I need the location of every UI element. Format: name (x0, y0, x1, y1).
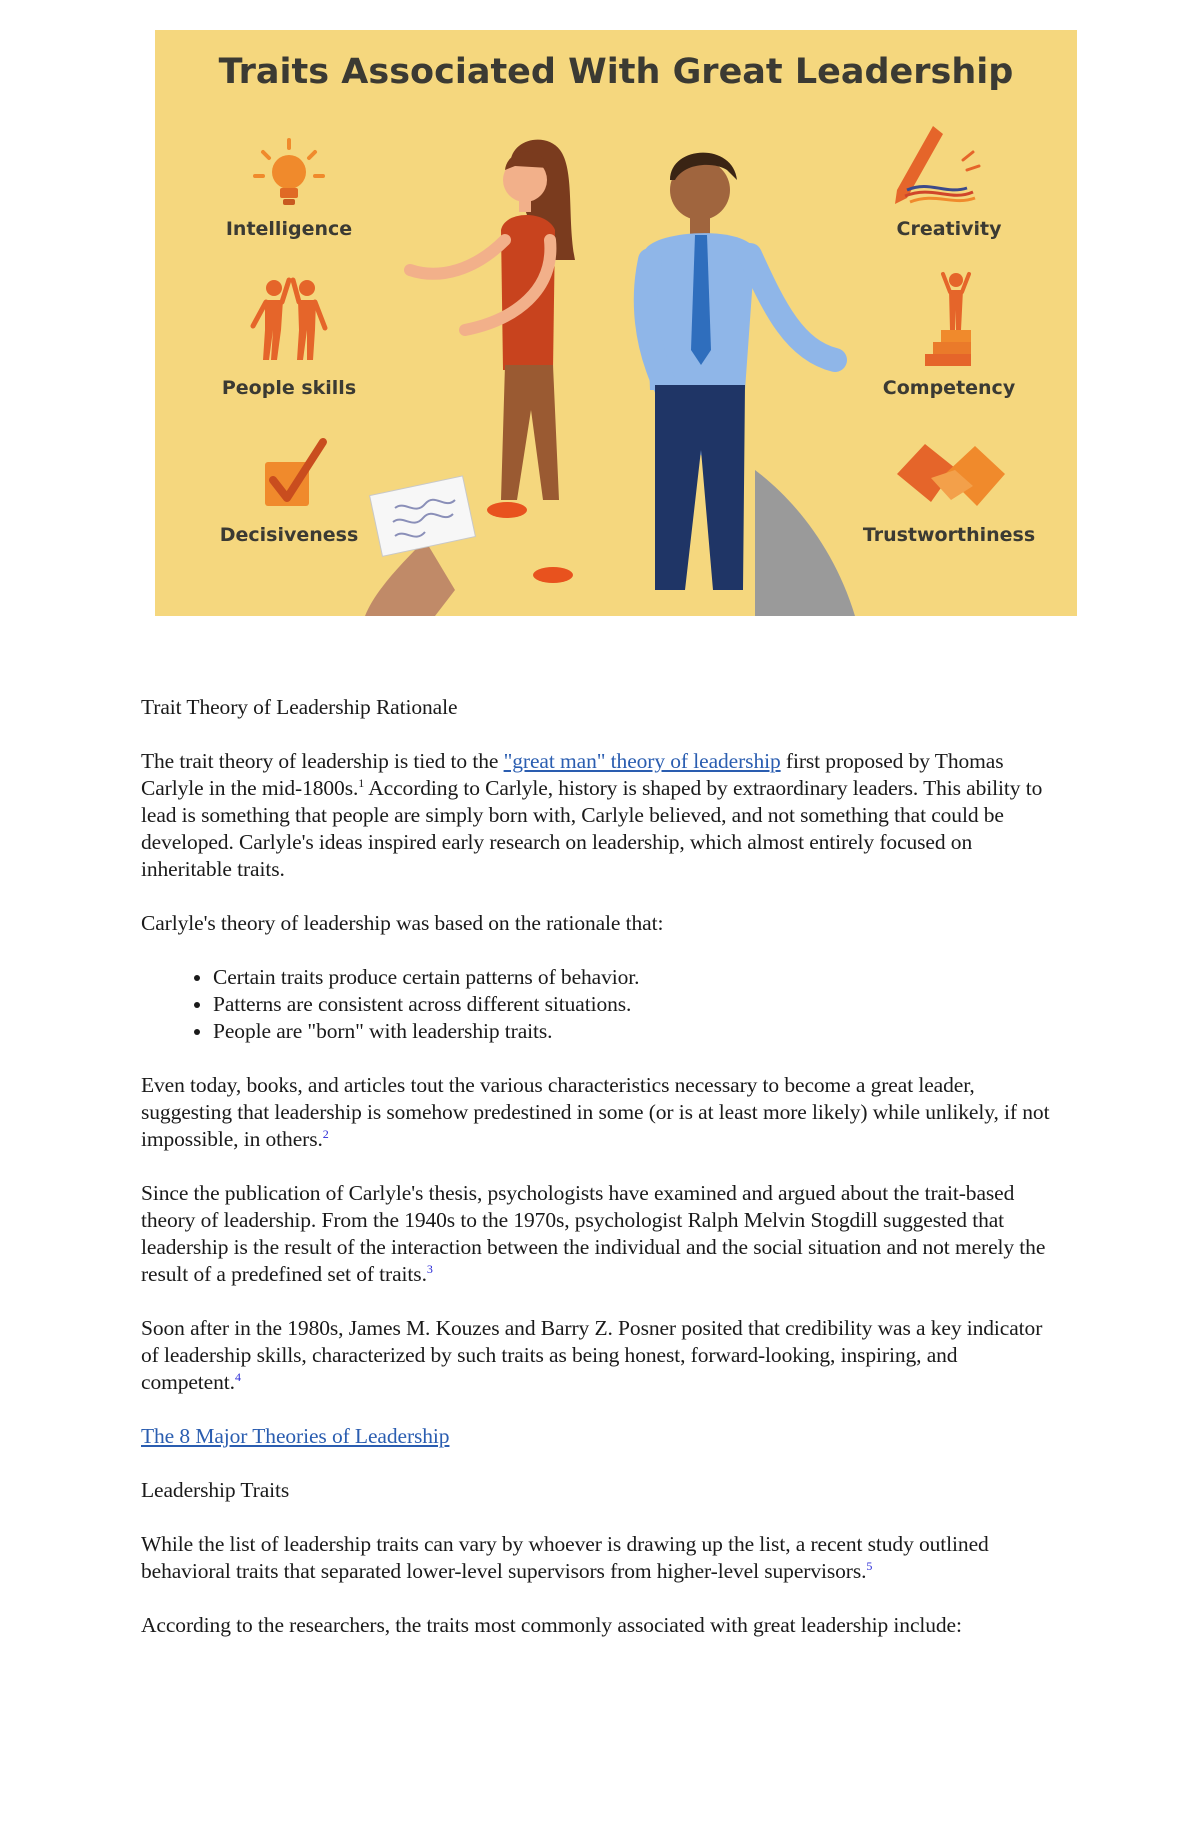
footnote-ref-3[interactable]: 3 (426, 1262, 433, 1276)
footnote-ref-2[interactable]: 2 (322, 1127, 329, 1141)
paragraph-text: The trait theory of leadership is tied to the (141, 749, 504, 773)
major-theories-link[interactable]: The 8 Major Theories of Leadership (141, 1424, 450, 1448)
paragraph-text: While the list of leadership traits can vary by whoever is drawing up the list, a recent study outlined behavioral traits that separated lower-level supervisors from higher-level supervisors. (141, 1532, 989, 1583)
paragraph-even-today (141, 1072, 1061, 1153)
section-heading-rationale: Trait Theory of Leadership Rationale (141, 695, 458, 719)
rationale-list (141, 964, 1061, 1045)
trait-label-competency: Competency (882, 377, 1016, 399)
paragraph-kouzes-posner (141, 1315, 1061, 1396)
trait-label-people-skills: People skills (221, 377, 357, 399)
paragraph-text: first proposed by Thomas Carlyle in the mid-1800s. (141, 749, 1004, 800)
paragraph-text: Soon after in the 1980s, James M. Kouzes and Barry Z. Posner posited that credibility was a key indicator of leadership skills, characterized by such traits as being honest, forward-looking, inspiring, and competent. (141, 1316, 1043, 1394)
paragraph-rationale-intro: Carlyle's theory of leadership was based on the rationale that: (141, 911, 664, 935)
paragraph-stogdill (141, 1180, 1061, 1288)
footnote-ref-1[interactable]: 1 (358, 776, 365, 790)
section-heading-leadership-traits: Leadership Traits (141, 1478, 290, 1502)
list-item: • Patterns are consistent across different situations. (213, 991, 1061, 1018)
footnote-ref-4[interactable]: 4 (234, 1370, 241, 1384)
paragraph-great-man (141, 748, 1061, 883)
trait-label-decisiveness: Decisiveness (219, 524, 359, 546)
leadership-infographic (155, 30, 1077, 616)
paragraph-researchers: According to the researchers, the traits most commonly associated with great leadership include: (141, 1613, 962, 1637)
list-item: • People are "born" with leadership traits. (213, 1018, 1061, 1045)
paragraph-text: According to Carlyle, history is shaped by extraordinary leaders. This ability to lead is something that people are simply born with, Carlyle believed, and not something that could be developed. Carlyle's ideas inspired early research on leadership, which almost entirely focused on inheritable traits. (141, 776, 1043, 881)
infographic-title: Traits Associated With Great Leadership (218, 52, 1014, 92)
footnote-ref-5[interactable]: 5 (866, 1559, 873, 1573)
paragraph-text: Since the publication of Carlyle's thesis, psychologists have examined and argued about the trait-based theory of leadership. From the 1940s to the 1970s, psychologist Ralph Melvin Stogdill suggested that leadership is the result of the interaction between the individual and the social situation and not merely the result of a predefined set of traits. (141, 1181, 1046, 1286)
trait-label-trustworthiness: Trustworthiness (862, 524, 1036, 546)
great-man-theory-link[interactable]: "great man" theory of leadership (503, 749, 781, 773)
article-body (141, 694, 1061, 1666)
list-item: • Certain traits produce certain patterns of behavior. (213, 964, 1061, 991)
related-article (141, 1423, 1061, 1450)
trait-label-intelligence: Intelligence (225, 218, 353, 240)
paragraph-text: Even today, books, and articles tout the various characteristics necessary to become a great leader, suggesting that leadership is somehow predestined in some (or is at least more likely) while unlikely, if not impossible, in others. (141, 1073, 1050, 1151)
infographic-canvas (155, 30, 1077, 616)
paragraph-study (141, 1531, 1061, 1585)
trait-label-creativity: Creativity (896, 218, 1002, 240)
